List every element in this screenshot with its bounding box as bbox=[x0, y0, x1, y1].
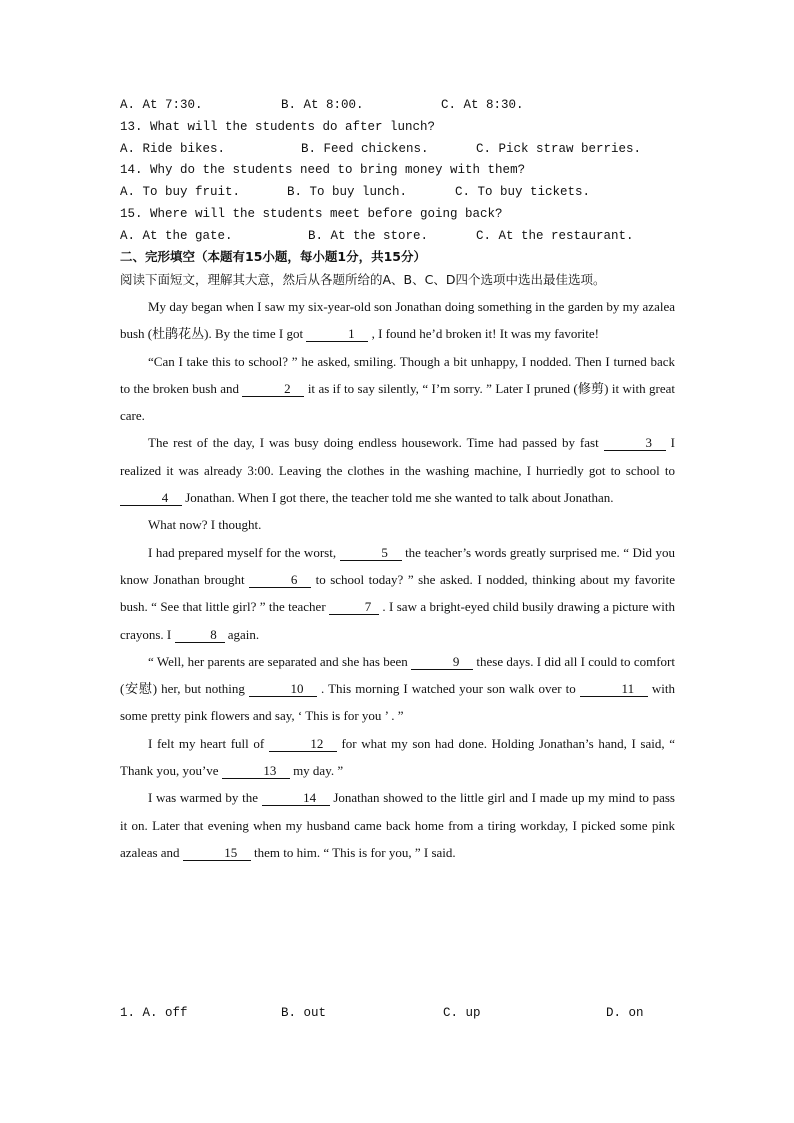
blank-15: 15 bbox=[183, 846, 251, 861]
blank-11: 11 bbox=[580, 682, 648, 697]
blank-7: 7 bbox=[329, 600, 379, 615]
paragraph-5 bbox=[120, 539, 675, 648]
text-segment: with some pretty pink flowers and say, ‘ This is for you ’ . ” bbox=[120, 681, 675, 724]
item1-option-c: C. up bbox=[443, 1006, 481, 1020]
q15-option-a: A. At the gate. bbox=[120, 229, 233, 243]
blank-4: 4 bbox=[120, 491, 182, 506]
q14-option-c: C. To buy tickets. bbox=[455, 185, 591, 199]
q12-option-c: C. At 8:30. bbox=[441, 98, 524, 112]
text-segment: Jonathan. When I got there, the teacher told me she wanted to talk about Jonathan. bbox=[182, 490, 614, 506]
text-segment: it as if to say silently, “ I’m sorry. ” Later I pruned (修剪) it with great care. bbox=[120, 380, 676, 424]
section-title: 二、完形填空（本题有15小题，每小题1分，共15分） bbox=[120, 249, 426, 264]
paragraph-4 bbox=[120, 511, 675, 538]
blank-9: 9 bbox=[411, 655, 473, 670]
paragraph-8 bbox=[120, 784, 675, 866]
text-segment: my day. ” bbox=[289, 763, 344, 779]
q13-option-b: B. Feed chickens. bbox=[301, 142, 429, 156]
paragraph-6 bbox=[120, 648, 675, 730]
text-segment: I felt my heart full of bbox=[148, 735, 269, 751]
text-segment: them to him. “ This is for you, ” I said. bbox=[250, 844, 456, 860]
paragraph-7 bbox=[120, 730, 675, 785]
text-segment: I was warmed by the bbox=[148, 790, 262, 806]
item1-option-a: 1. A. off bbox=[120, 1006, 188, 1020]
q14-stem: 14. Why do the students need to bring money with them? bbox=[120, 163, 526, 177]
text-segment: these days. I did all I could to comfort (安慰) her, but nothing bbox=[120, 653, 675, 697]
section-instructions: 阅读下面短文，理解其大意，然后从各题所给的A、B、C、D四个选项中选出最佳选项。 bbox=[120, 272, 606, 287]
blank-5: 5 bbox=[340, 546, 402, 561]
q14-option-a: A. To buy fruit. bbox=[120, 185, 241, 199]
text-segment: The rest of the day, I was busy doing endless housework. Time had passed by fast bbox=[148, 435, 604, 451]
cloze-passage bbox=[120, 293, 675, 866]
blank-2: 2 bbox=[242, 382, 304, 397]
text-segment: . This morning I watched your son walk over to bbox=[316, 681, 580, 697]
q14-option-b: B. To buy lunch. bbox=[287, 185, 408, 199]
blank-13: 13 bbox=[222, 764, 290, 779]
text-segment: “ Well, her parents are separated and she has been bbox=[148, 653, 412, 669]
paragraph-1 bbox=[120, 293, 675, 348]
q15-option-c: C. At the restaurant. bbox=[476, 229, 634, 243]
blank-1: 1 bbox=[306, 327, 368, 342]
text-segment: My day began when I saw my six-year-old son Jonathan doing something in the garden by my azalea bush (杜鹃花丛). By the time I got bbox=[120, 299, 675, 342]
q12-option-b: B. At 8:00. bbox=[281, 98, 364, 112]
paragraph-2 bbox=[120, 348, 675, 430]
text-segment: “Can I take this to school? ” he asked, smiling. Though a bit unhappy, I nodded. Then I turned back to the broken bush and bbox=[120, 353, 675, 396]
blank-12: 12 bbox=[269, 737, 337, 752]
text-segment: again. bbox=[224, 626, 260, 642]
q12-option-a: A. At 7:30. bbox=[120, 98, 203, 112]
text-segment: for what my son had done. Holding Jonathan’s hand, I said, “ Thank you, you’ve bbox=[120, 735, 675, 779]
q13-option-a: A. Ride bikes. bbox=[120, 142, 226, 156]
item1-option-d: D. on bbox=[606, 1006, 644, 1020]
q15-option-b: B. At the store. bbox=[308, 229, 429, 243]
blank-8: 8 bbox=[175, 628, 225, 643]
text-segment: to school today? ” she asked. I nodded, thinking about my favorite bush. “ See that little girl? ” the teacher bbox=[120, 571, 675, 615]
text-segment: . I saw a bright-eyed child busily drawing a picture with crayons. I bbox=[120, 599, 676, 642]
text-segment: I realized it was already 3:00. Leaving the clothes in the washing machine, I hurriedly got to school to bbox=[120, 435, 675, 478]
text-segment: , I found he’d broken it! It was my favorite! bbox=[368, 326, 600, 342]
text-segment: Jonathan showed to the little girl and I made up my mind to pass it on. Later that evening when my husband came back home from a tiring workday, I picked some pink azaleas and bbox=[120, 790, 675, 860]
text-segment: I had prepared myself for the worst, bbox=[148, 544, 340, 560]
blank-6: 6 bbox=[249, 573, 311, 588]
paragraph-3 bbox=[120, 429, 675, 511]
text-segment: What now? I thought. bbox=[148, 517, 262, 533]
text-segment: the teacher’s words greatly surprised me. “ Did you know Jonathan brought bbox=[120, 544, 675, 587]
q13-option-c: C. Pick straw berries. bbox=[476, 142, 642, 156]
blank-3: 3 bbox=[604, 436, 666, 451]
item1-option-b: B. out bbox=[281, 1006, 327, 1020]
blank-10: 10 bbox=[249, 682, 317, 697]
blank-14: 14 bbox=[262, 791, 330, 806]
q13-stem: 13. What will the students do after lunch? bbox=[120, 120, 436, 134]
q15-stem: 15. Where will the students meet before going back? bbox=[120, 207, 503, 221]
